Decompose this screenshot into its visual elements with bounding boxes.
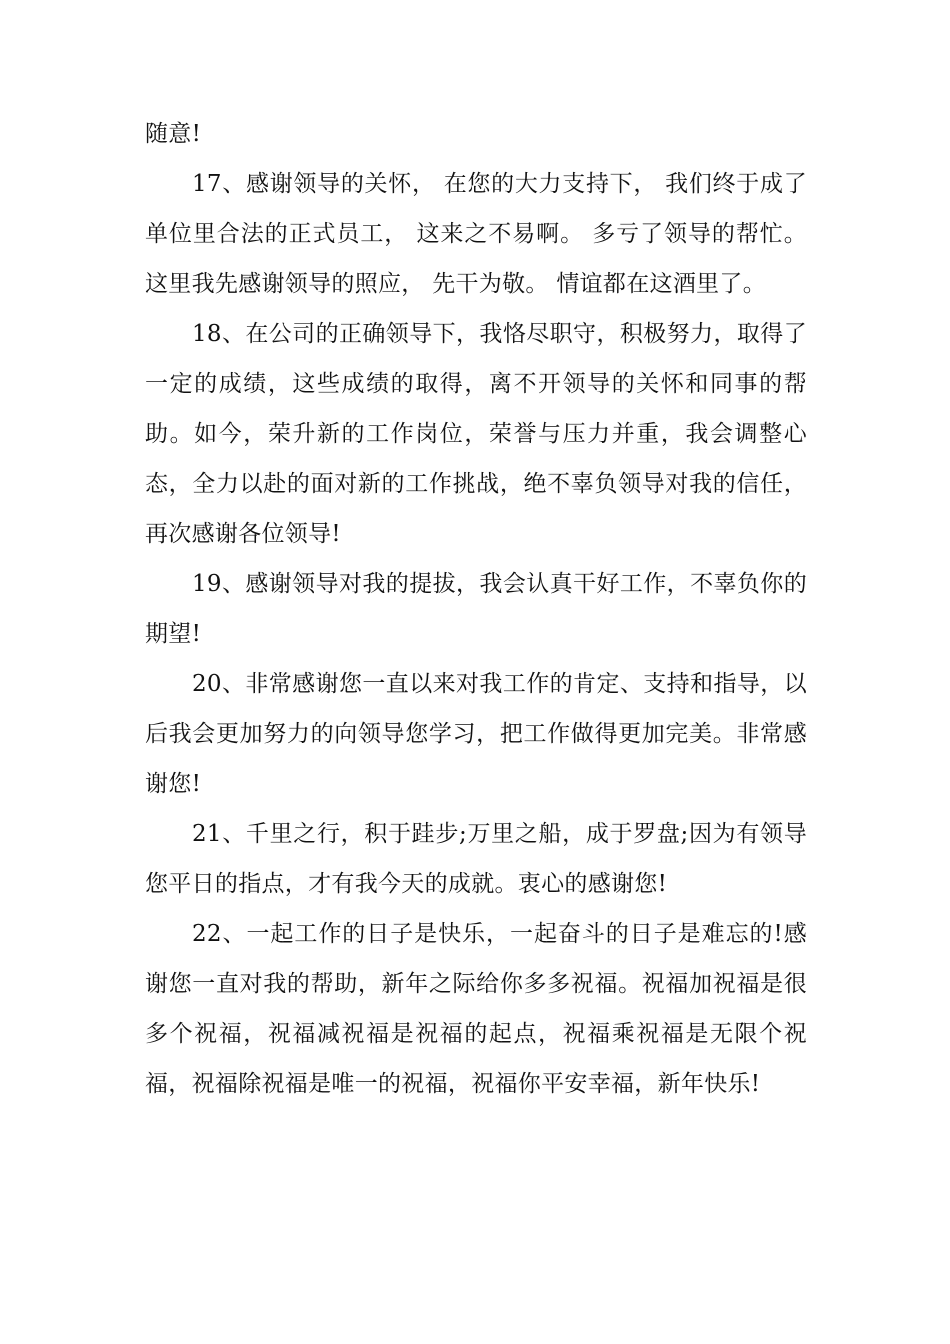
paragraph-19: 19、感谢领导对我的提拔，我会认真干好工作，不辜负你的期望! bbox=[145, 571, 807, 647]
paragraph-20: 20、非常感谢您一直以来对我工作的肯定、支持和指导，以后我会更加努力的向领导您学习，把工作做得更加完美。非常感谢您! bbox=[145, 671, 807, 797]
paragraph-21: 21、千里之行，积于跬步;万里之船，成于罗盘;因为有领导您平日的指点，才有我今天的成就。衷心的感谢您! bbox=[145, 821, 807, 897]
document-body bbox=[145, 109, 807, 1109]
paragraph-17: 17、感谢领导的关怀， 在您的大力支持下， 我们终于成了单位里合法的正式员工， 这来之不易啊。 多亏了领导的帮忙。 这里我先感谢领导的照应， 先干为敬。 情谊都在这酒里了。 bbox=[145, 171, 807, 297]
paragraph-22: 22、一起工作的日子是快乐，一起奋斗的日子是难忘的!感谢您一直对我的帮助，新年之际给你多多祝福。祝福加祝福是很多个祝福，祝福减祝福是祝福的起点，祝福乘祝福是无限个祝福，祝福除祝福是唯一的祝福，祝福你平安幸福，新年快乐! bbox=[145, 921, 807, 1097]
paragraph-continuation: 随意! bbox=[145, 121, 202, 147]
paragraph-18: 18、在公司的正确领导下，我恪尽职守，积极努力，取得了一定的成绩，这些成绩的取得，离不开领导的关怀和同事的帮助。如今，荣升新的工作岗位，荣誉与压力并重，我会调整心态，全力以赴的面对新的工作挑战，绝不辜负领导对我的信任，再次感谢各位领导! bbox=[145, 321, 807, 547]
